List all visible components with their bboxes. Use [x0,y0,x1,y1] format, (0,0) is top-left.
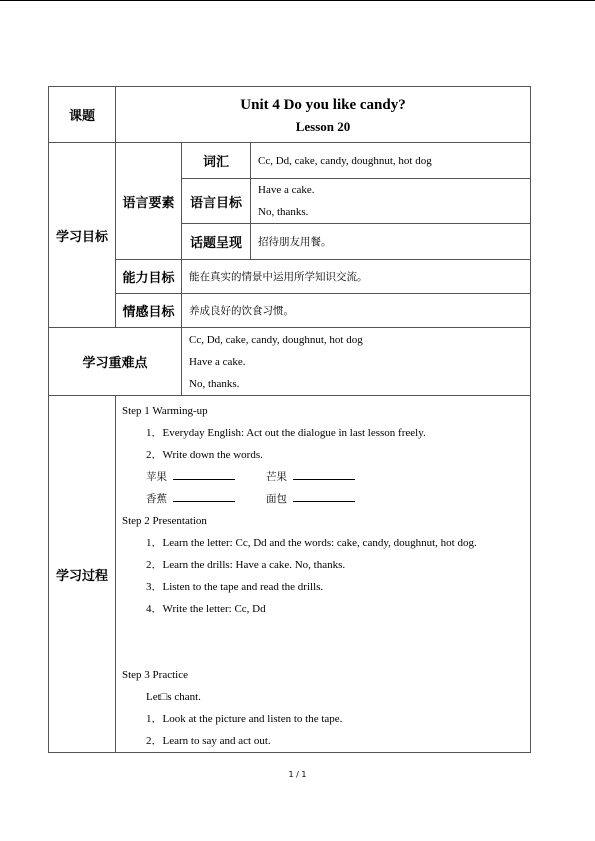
vocab-row [49,143,531,179]
step-1-item-1: 1．Everyday English: Act out the dialogue in last lesson freely. [146,427,426,439]
language-goal-content [251,179,531,224]
step-3-item-2: 2．Learn to say and act out. [146,735,271,747]
vocab-content: Cc, Dd, cake, candy, doughnut, hot dog [251,143,531,179]
ability-goal-label: 能力目标 [116,260,182,294]
word-blank-row-1 [122,466,530,488]
topic-label: 课题 [49,87,116,143]
process-label: 学习过程 [49,396,116,753]
key-points-content [182,328,531,396]
key-point-line-1: Cc, Dd, cake, candy, doughnut, hot dog [189,333,363,346]
step-1-item-2: 2．Write down the words. [146,449,263,461]
page-number: 1 / 1 [288,770,307,779]
topic-presentation-label: 话题呈现 [182,224,251,260]
word-blank-row-2 [122,488,530,510]
answer-blank [293,469,355,480]
lesson-title-cell [116,87,531,143]
unit-title: Unit 4 Do you like candy? [240,96,406,113]
language-goal-line-2: No, thanks. [258,206,309,218]
emotion-row [49,294,531,328]
answer-blank [173,491,235,502]
step-3-item-1: 1．Look at the picture and listen to the tape. [146,713,343,725]
lesson-number: Lesson 20 [295,118,351,134]
step-3-heading: Step 3 Practice [122,669,188,681]
language-goal-line-1: Have a cake. [258,184,315,196]
blank-space [122,620,530,664]
lesson-plan-table [48,86,531,753]
chant-line: Let□s chant. [146,691,201,703]
process-content [116,396,531,753]
word-banana: 香蕉 [146,493,167,505]
ability-goal-content: 能在真实的情景中运用所学知识交流。 [182,260,531,294]
key-points-row [49,328,531,396]
step-2-item-1: 1．Learn the letter: Cc, Dd and the words: cake, candy, doughnut, hot dog. [146,537,477,549]
top-rule [0,0,595,1]
step-1-heading: Step 1 Warming-up [122,405,208,417]
language-goal-label: 语言目标 [182,179,251,224]
emotion-goal-content: 养成良好的饮食习惯。 [182,294,531,328]
step-2-heading: Step 2 Presentation [122,515,207,527]
answer-blank [173,469,235,480]
key-point-line-2: Have a cake. [189,355,246,368]
answer-blank [293,491,355,502]
emotion-goal-label: 情感目标 [116,294,182,328]
process-row [49,396,531,753]
word-mango: 芒果 [266,471,287,483]
objectives-label: 学习目标 [49,143,116,328]
ability-row [49,260,531,294]
word-apple: 苹果 [146,471,167,483]
key-points-label: 学习重难点 [49,328,182,396]
language-elements-label: 语言要素 [116,143,182,260]
step-2-item-4: 4．Write the letter: Cc, Dd [146,603,266,615]
title-row [49,87,531,143]
step-2-item-3: 3．Listen to the tape and read the drills. [146,581,324,593]
step-2-item-2: 2．Learn the drills: Have a cake. No, thanks. [146,559,346,571]
vocab-label: 词汇 [182,143,251,179]
topic-presentation-content: 招待朋友用餐。 [251,224,531,260]
word-bread: 面包 [266,493,287,505]
key-point-line-3: No, thanks. [189,377,240,390]
